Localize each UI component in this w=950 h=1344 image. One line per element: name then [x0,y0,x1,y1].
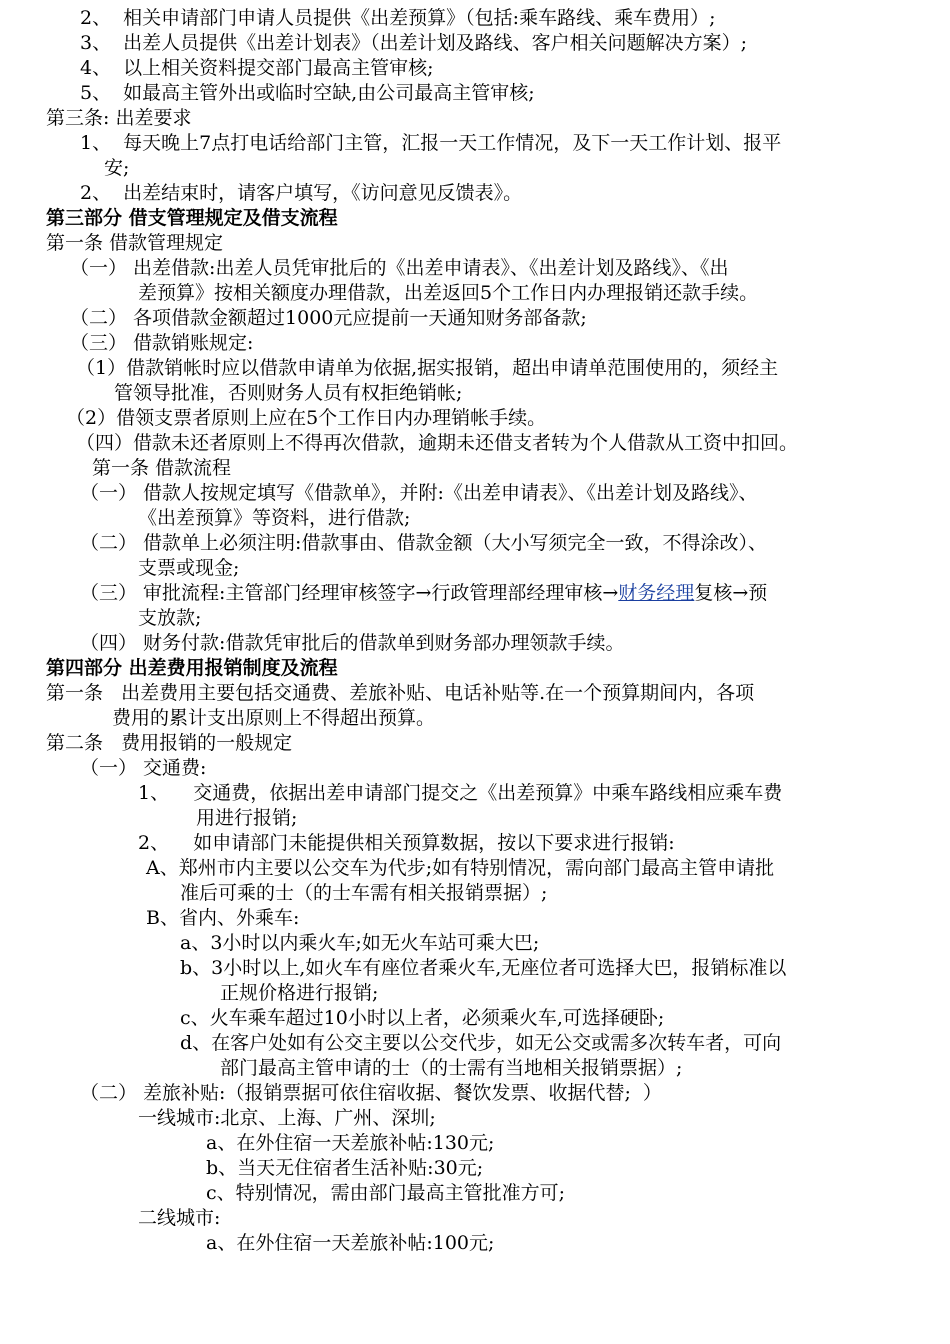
article-heading: 第一条 出差费用主要包括交通费、差旅补贴、电话补贴等.在一个预算期间内，各项 [46,682,755,704]
text-line: 2、 如申请部门未能提供相关预算数据，按以下要求进行报销: [138,832,675,854]
text-line: a、在外住宿一天差旅补帖:130元; [206,1132,495,1154]
article-heading: 第一条 借款管理规定 [46,232,224,254]
text-line: 2、 出差结束时，请客户填写，《访问意见反馈表》。 [80,182,523,204]
text-line: （二） 各项借款金额超过1000元应提前一天通知财务部备款; [70,307,587,329]
text-line: （一） 交通费: [80,757,207,779]
text-line: 1、 每天晚上7点打电话给部门主管，汇报一天工作情况，及下一天工作计划、报平 [80,132,782,154]
text-line: b、3小时以上,如火车有座位者乘火车,无座位者可选择大巴，报销标准以 [180,957,787,979]
text-line: 二线城市: [138,1207,221,1229]
text-line: d、在客户处如有公交主要以公交代步，如无公交或需多次转车者，可向 [180,1032,782,1054]
text-line: a、在外住宿一天差旅补帖:100元; [206,1232,495,1254]
text-line: 管领导批准，否则财务人员有权拒绝销帐; [114,382,463,404]
text-line: （2）借领支票者原则上应在5个工作日内办理销帐手续。 [66,407,547,429]
text-line: （二） 差旅补贴:（报销票据可依住宿收据、餐饮发票、收据代替; ） [80,1082,662,1104]
text-line: 2、 相关申请部门申请人员提供《出差预算》（包括:乘车路线、乘车费用）; [80,7,716,29]
text-line: （二） 借款单上必须注明:借款事由、借款金额（大小写须完全一致，不得涂改）、 [80,532,767,554]
text-line: 准后可乘的士（的士车需有相关报销票据）; [180,882,548,904]
article-heading: 第三条: 出差要求 [46,107,192,129]
text-line: 部门最高主管申请的士（的士需有当地相关报销票据）; [220,1057,683,1079]
text-line: （1）借款销帐时应以借款申请单为依据,据实报销，超出申请单范围使用的，须经主 [76,357,779,379]
text-line: 5、 如最高主管外出或临时空缺,由公司最高主管审核; [80,82,535,104]
text-line: a、3小时以内乘火车;如无火车站可乘大巴; [180,932,540,954]
text-line: 《出差预算》等资料，进行借款; [138,507,411,529]
text-line: c、特别情况，需由部门最高主管批准方可; [206,1182,566,1204]
text-line: （三） 借款销账规定: [70,332,254,354]
text-line: 差预算》按相关额度办理借款，出差返回5个工作日内办理报销还款手续。 [138,282,759,304]
text-line: 一线城市:北京、上海、广州、深圳; [138,1107,436,1129]
text-line: 4、 以上相关资料提交部门最高主管审核; [80,57,434,79]
text-line: （四） 财务付款:借款凭审批后的借款单到财务部办理领款手续。 [80,632,625,654]
text-line: 3、 出差人员提供《出差计划表》（出差计划及路线、客户相关问题解决方案）; [80,32,748,54]
text-line: 费用的累计支出原则上不得超出预算。 [112,707,436,729]
text-line: 支放款; [138,607,202,629]
text-line: 正规价格进行报销; [220,982,379,1004]
text-line: （一） 借款人按规定填写《借款单》，并附:《出差申请表》、《出差计划及路线》、 [80,482,758,504]
text-line: 1、 交通费，依据出差申请部门提交之《出差预算》中乘车路线相应乘车费 [138,782,783,804]
section-heading: 第四部分 出差费用报销制度及流程 [46,657,338,679]
article-heading: 第二条 费用报销的一般规定 [46,732,293,754]
text-line: 支票或现金; [138,557,240,579]
section-heading: 第三部分 借支管理规定及借支流程 [46,207,338,229]
text-line: 安; [104,157,130,179]
text-line [80,581,767,605]
text-line: 用进行报销; [196,807,298,829]
article-heading: 第一条 借款流程 [92,457,232,479]
text-line: c、火车乘车超过10小时以上者，必须乘火车,可选择硬卧; [180,1007,665,1029]
text-line: A、郑州市内主要以公交车为代步;如有特别情况，需向部门最高主管申请批 [146,857,775,879]
text-line-start: （三） 审批流程:主管部门经理审核签字→行政管理部经理审核→ [80,582,619,604]
text-line: b、当天无住宿者生活补贴:30元; [206,1157,484,1179]
text-line: （一） 出差借款:出差人员凭审批后的《出差申请表》、《出差计划及路线》、《出 [70,257,729,279]
text-line: B、省内、外乘车: [146,907,300,929]
text-line-end: 复核→预 [694,582,768,604]
text-line: （四）借款未还者原则上不得再次借款，逾期未还借支者转为个人借款从工资中扣回。 [76,432,799,454]
finance-manager-link[interactable]: 财务经理 [618,582,695,604]
